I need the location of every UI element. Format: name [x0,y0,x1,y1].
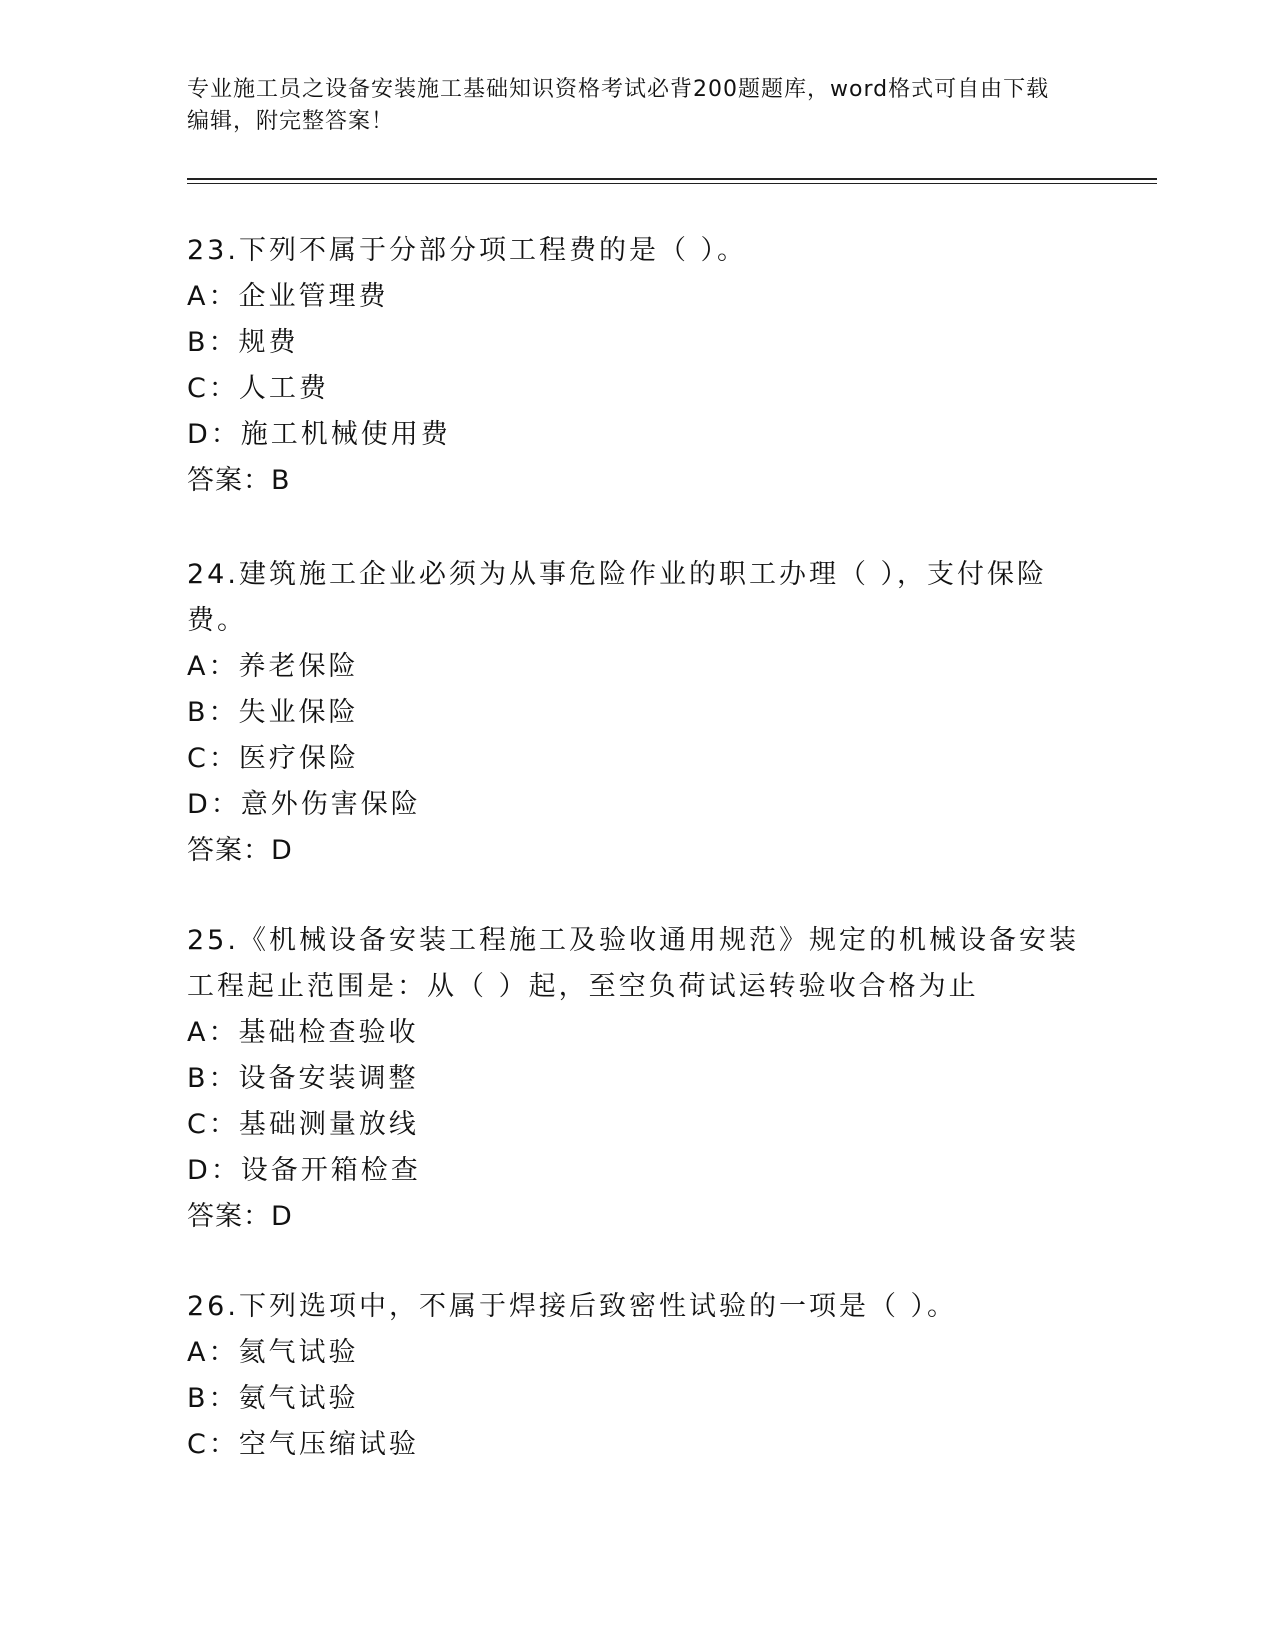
question-24 [187,552,1087,874]
question-23 [187,228,1087,504]
question-26 [187,1284,1087,1468]
question-stem: 26.下列选项中，不属于焊接后致密性试验的一项是（ ）。 [187,1291,958,1322]
option-d: D：施工机械使用费 [187,419,451,450]
document-header: 专业施工员之设备安装施工基础知识资格考试必背200题题库，word格式可自由下载编辑，附完整答案！ [187,77,1050,134]
answer: 答案：B [187,465,291,496]
option-b: B：氨气试验 [187,1383,359,1414]
question-stem: 25.《机械设备安装工程施工及验收通用规范》规定的机械设备安装工程起止范围是：从（ ）起，至空负荷试运转验收合格为止 [187,925,1079,1002]
option-d: D：意外伤害保险 [187,789,421,820]
option-d: D：设备开箱检查 [187,1155,421,1186]
question-stem: 23.下列不属于分部分项工程费的是（ ）。 [187,235,748,266]
option-a: A：企业管理费 [187,281,389,312]
question-stem: 24.建筑施工企业必须为从事危险作业的职工办理（ ），支付保险费。 [187,559,1048,636]
option-c: C：人工费 [187,373,329,404]
option-c: C：空气压缩试验 [187,1429,419,1460]
option-b: B：规费 [187,327,299,358]
question-25 [187,918,1087,1240]
header-divider [187,178,1157,180]
option-b: B：失业保险 [187,697,359,728]
option-c: C：医疗保险 [187,743,359,774]
option-b: B：设备安装调整 [187,1063,419,1094]
answer: 答案：D [187,835,293,866]
option-a: A：氦气试验 [187,1337,359,1368]
answer: 答案：D [187,1201,293,1232]
header-divider-thin [187,183,1157,184]
option-a: A：基础检查验收 [187,1017,419,1048]
option-c: C：基础测量放线 [187,1109,419,1140]
option-a: A：养老保险 [187,651,359,682]
